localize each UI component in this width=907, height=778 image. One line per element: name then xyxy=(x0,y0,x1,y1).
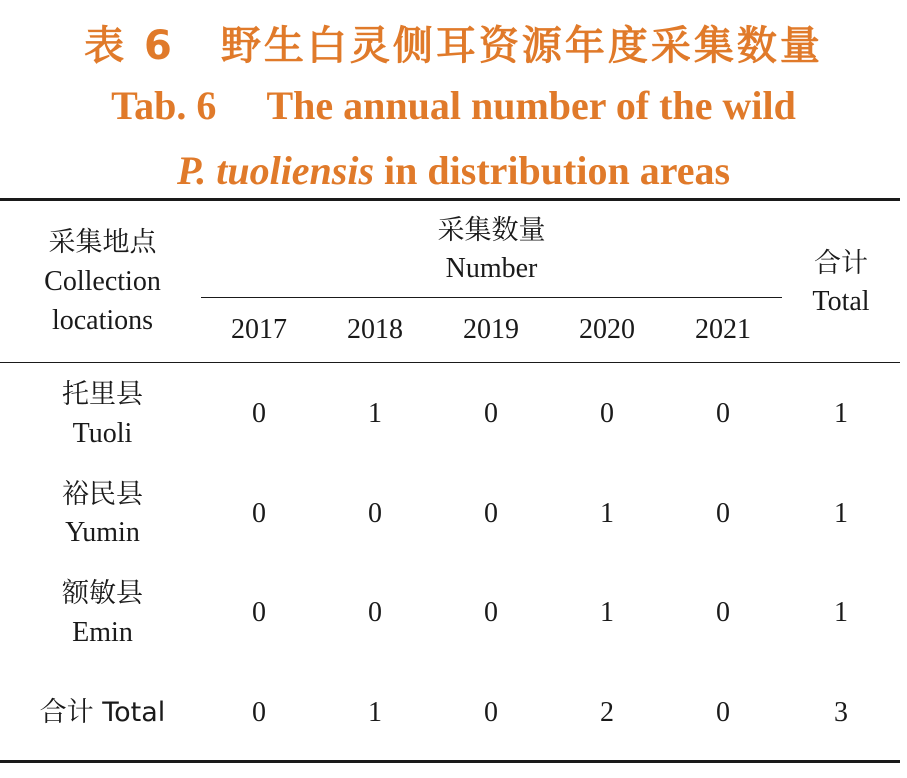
total-row-cell: 0 xyxy=(716,697,730,728)
row-total: 1 xyxy=(834,597,848,628)
total-row-cell: 2 xyxy=(600,697,614,728)
table-number-zh: 表 6 xyxy=(84,23,175,69)
row-location-zh: 托里县 xyxy=(62,379,143,410)
table-cell: 0 xyxy=(252,597,266,628)
table-bottom-rule xyxy=(0,760,900,763)
header-year: 2018 xyxy=(347,314,403,345)
table-cell: 1 xyxy=(600,498,614,529)
table-cell: 0 xyxy=(252,498,266,529)
table-cell: 0 xyxy=(368,498,382,529)
table-cell: 1 xyxy=(368,398,382,429)
row-total: 1 xyxy=(834,398,848,429)
table-cell: 1 xyxy=(600,597,614,628)
table-cell: 0 xyxy=(484,398,498,429)
table-top-rule xyxy=(0,198,900,201)
header-year: 2017 xyxy=(231,314,287,345)
table-cell: 0 xyxy=(252,398,266,429)
row-location-en: Emin xyxy=(72,617,133,648)
table-cell: 0 xyxy=(600,398,614,429)
header-number-zh: 采集数量 xyxy=(437,215,546,246)
header-year: 2019 xyxy=(463,314,519,345)
row-location-en: Yumin xyxy=(65,517,140,548)
grand-total: 3 xyxy=(834,697,848,728)
row-total: 1 xyxy=(834,498,848,529)
total-row-cell: 0 xyxy=(484,697,498,728)
row-location-zh: 额敏县 xyxy=(62,578,143,609)
header-number-en: Number xyxy=(445,253,538,284)
total-row-cell: 1 xyxy=(368,697,382,728)
table-title-en-line1: The annual number of the wild xyxy=(266,83,796,128)
header-location-en-1: Collection xyxy=(44,266,161,297)
table-cell: 0 xyxy=(484,498,498,529)
table-cell: 0 xyxy=(716,597,730,628)
header-total-en: Total xyxy=(812,286,870,317)
table-number-en: Tab. 6 xyxy=(111,83,217,128)
table-caption-english-line2 xyxy=(0,147,907,194)
row-location-en: Tuoli xyxy=(72,418,133,449)
total-row-cell: 0 xyxy=(252,697,266,728)
header-location-en-2: locations xyxy=(51,305,154,336)
table-cell: 0 xyxy=(484,597,498,628)
species-name: P. tuoliensis xyxy=(176,148,375,193)
header-year: 2020 xyxy=(579,314,635,345)
table-cell: 0 xyxy=(368,597,382,628)
header-year: 2021 xyxy=(695,314,751,345)
row-location-zh: 裕民县 xyxy=(62,479,143,510)
header-bottom-rule xyxy=(0,362,900,363)
table-caption-chinese xyxy=(0,14,907,71)
header-location-zh: 采集地点 xyxy=(48,227,157,258)
total-row-label: 合计 Total xyxy=(39,697,166,728)
table-title-zh: 野生白灵侧耳资源年度采集数量 xyxy=(220,23,823,69)
table-cell: 0 xyxy=(716,498,730,529)
table-caption-english-line1 xyxy=(0,82,907,129)
table-cell: 0 xyxy=(716,398,730,429)
number-group-rule xyxy=(201,297,782,298)
table-title-en-line2: in distribution areas xyxy=(384,148,731,193)
header-total-zh: 合计 xyxy=(814,248,868,279)
